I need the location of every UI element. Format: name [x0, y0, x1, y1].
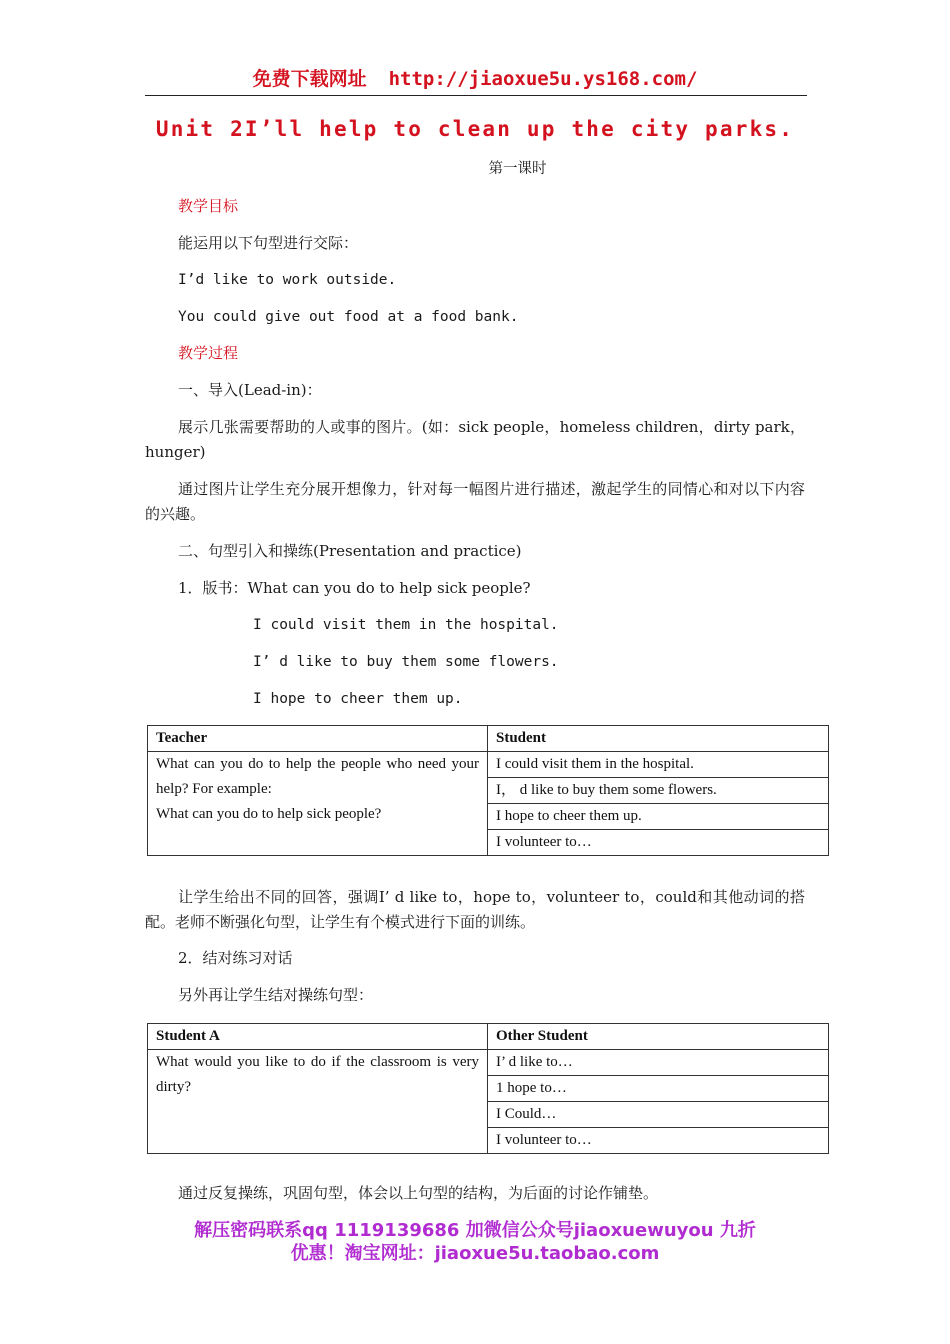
- footer-contact-line: 解压密码联系qq 1119139686 加微信公众号jiaoxuewuyou 九折: [194, 1220, 756, 1241]
- header-divider: [145, 95, 807, 96]
- table-header: Student A: [148, 1024, 488, 1050]
- goal-sentence: I’d like to work outside.: [178, 272, 397, 288]
- goals-heading: 教学目标: [178, 197, 239, 215]
- closing-paragraph: 通过反复操练，巩固句型，体会以上句型的结构，为后面的讨论作铺垫。: [178, 1184, 659, 1202]
- other-student-answer: I Could…: [488, 1102, 829, 1128]
- table-header: Student: [488, 726, 829, 752]
- footer-shop-line[interactable]: 优惠！淘宝网址：jiaoxue5u.taobao.com: [290, 1243, 660, 1264]
- student-answer: I， d like to buy them some flowers.: [488, 778, 829, 804]
- goals-intro: 能运用以下句型进行交际：: [178, 234, 359, 252]
- student-answer: I volunteer to…: [488, 830, 829, 856]
- board-answer: I’ d like to buy them some flowers.: [253, 654, 559, 670]
- header-url-link[interactable]: http://jiaoxue5u.ys168.com/: [388, 68, 698, 90]
- student-a-question: What would you like to do if the classroom is very dirty?: [148, 1050, 488, 1154]
- download-header: [145, 66, 805, 92]
- board-answer: I could visit them in the hospital.: [253, 617, 559, 633]
- step1-paragraph-1: 展示几张需要帮助的人或事的图片。(如：sick people，homeless children，dirty park，hunger): [145, 418, 805, 461]
- goal-sentence: You could give out food at a food bank.: [178, 309, 519, 325]
- other-student-answer: 1 hope to…: [488, 1076, 829, 1102]
- teacher-question-cell: [148, 752, 488, 856]
- after-table-paragraph: 让学生给出不同的回答，强调I’ d like to，hope to，volunteer to，could和其他动词的搭配。老师不断强化句型，让学生有个模式进行下面的训练。: [145, 888, 805, 931]
- table-header: Other Student: [488, 1024, 829, 1050]
- unit-title: Unit 2I’ll help to clean up the city parks.: [155, 117, 795, 141]
- step2-title: 二、句型引入和操练(Presentation and practice): [178, 542, 522, 560]
- process-heading: 教学过程: [178, 344, 239, 362]
- board-line: 1．版书：What can you do to help sick people?: [178, 579, 531, 597]
- step1-paragraph-2: 通过图片让学生充分展开想像力，针对每一幅图片进行描述，激起学生的同情心和对以下内容的兴趣。: [145, 480, 805, 523]
- other-student-answer: I’ d like to…: [488, 1050, 829, 1076]
- header-label: 免费下载网址: [252, 68, 367, 90]
- pair-practice-intro: 另外再让学生结对操练句型：: [178, 986, 374, 1004]
- student-answer: I could visit them in the hospital.: [488, 752, 829, 778]
- pair-practice-table: [147, 1023, 829, 1154]
- teacher-student-table: [147, 725, 829, 856]
- table-header: Teacher: [148, 726, 488, 752]
- pair-practice-title: 2．结对练习对话: [178, 949, 293, 967]
- teacher-question: What can you do to help sick people?: [156, 806, 382, 822]
- board-answer: I hope to cheer them up.: [253, 691, 463, 707]
- lesson-subtitle: 第一课时: [488, 161, 547, 177]
- other-student-answer: I volunteer to…: [488, 1128, 829, 1154]
- teacher-question: What can you do to help the people who need your help? For example:: [156, 756, 479, 797]
- student-answer: I hope to cheer them up.: [488, 804, 829, 830]
- step1-title: 一、导入(Lead-in)：: [178, 381, 322, 399]
